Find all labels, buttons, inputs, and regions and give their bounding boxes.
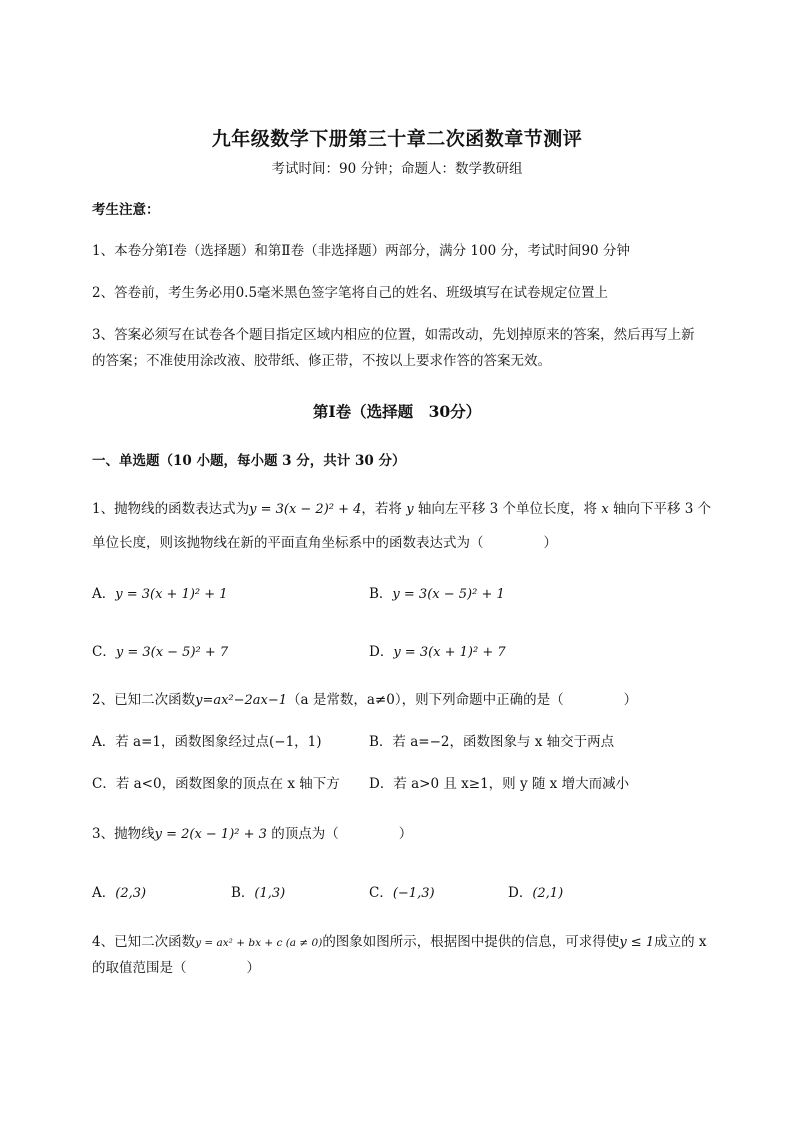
q2-option-c[interactable]: C．若 a<0，函数图象的顶点在 x 轴下方: [92, 776, 340, 792]
q1-text-3: 轴向下平移 3 个: [608, 501, 712, 517]
q2-prefix: 2、已知二次函数: [92, 692, 196, 708]
option-value: (2,3): [115, 886, 147, 901]
option-label: C．: [369, 885, 393, 901]
q1-var-x: x: [601, 502, 609, 517]
q2-condition: （a 是常数，a≠0），则下列命题中正确的是（: [287, 692, 564, 708]
q1-option-c[interactable]: [92, 642, 228, 663]
q3-prefix: 3、抛物线: [92, 826, 155, 842]
q4-prefix: 4、已知二次函数: [92, 934, 196, 950]
option-label: C．: [92, 644, 116, 660]
option-label: A．: [92, 885, 116, 901]
q3-expression: y = 2(x − 1)² + 3: [154, 827, 267, 842]
option-value: y = 3(x + 1)² + 1: [115, 587, 228, 602]
option-label: D．: [369, 644, 394, 660]
q1-option-b[interactable]: [369, 584, 505, 605]
q1-option-d[interactable]: [369, 642, 506, 663]
q3-close: ）: [398, 826, 413, 842]
q4-close: ）: [246, 960, 260, 976]
section-title: 第Ⅰ卷（选择题 30分）: [312, 402, 482, 421]
q1-text-2: 轴向左平移 3 个单位长度，将: [413, 501, 602, 517]
q1-close: ）: [543, 535, 557, 551]
q1-option-a[interactable]: [92, 584, 228, 605]
q3-option-d[interactable]: [508, 883, 563, 904]
option-label: A．: [92, 586, 116, 602]
q2-option-b[interactable]: B．若 a=−2，函数图象与 x 轴交于两点: [369, 734, 615, 750]
notice-heading: 考生注意：: [92, 202, 160, 218]
q4-line-2: 的取值范围是（: [92, 960, 187, 976]
option-value: (1,3): [254, 886, 286, 901]
option-label: B．: [231, 885, 255, 901]
q1-prefix: 1、抛物线的函数表达式为: [92, 501, 250, 517]
exam-info: 考试时间：90 分钟；命题人：数学教研组: [271, 161, 523, 177]
question-3: [92, 824, 412, 845]
page-title: 九年级数学下册第三十章二次函数章节测评: [211, 128, 583, 150]
notice-item-1: 1、本卷分第Ⅰ卷（选择题）和第Ⅱ卷（非选择题）两部分，满分 100 分，考试时间90 分钟: [92, 243, 630, 259]
part-title: 一、单选题（10 小题，每小题 3 分，共计 30 分）: [92, 453, 406, 469]
option-value: y = 3(x + 1)² + 7: [393, 645, 506, 660]
question-1-cont: [92, 533, 557, 553]
notice-item-3-cont: 的答案；不准使用涂改液、胶带纸、修正带，不按以上要求作答的答案无效。: [92, 353, 551, 369]
q2-option-d[interactable]: D．若 a>0 且 x≥1，则 y 随 x 增大而减小: [369, 776, 630, 792]
q4-expression: y = ax² + bx + c (a ≠ 0): [195, 937, 323, 949]
q2-option-a[interactable]: A．若 a=1，函数图象经过点(−1，1): [92, 734, 322, 750]
question-4-cont: [92, 958, 260, 978]
q1-text-1: ，若将: [361, 501, 407, 517]
q1-expression: y = 3(x − 2)² + 4: [249, 502, 362, 517]
q3-option-b[interactable]: [231, 883, 285, 904]
q4-text: 的图象如图所示，根据图中提供的信息，可求得使: [322, 934, 620, 950]
q2-expression: y=ax²−2ax−1: [195, 693, 288, 708]
option-value: (2,1): [532, 886, 564, 901]
option-label: D．: [508, 885, 533, 901]
q4-condition: y ≤ 1: [619, 935, 655, 950]
question-2: [92, 690, 637, 711]
q1-var-y: y: [406, 502, 414, 517]
q3-option-c[interactable]: [369, 883, 435, 904]
q2-close: ）: [623, 692, 638, 708]
option-label: B．: [369, 586, 393, 602]
q3-option-a[interactable]: [92, 883, 146, 904]
q1-line-2: 单位长度，则该抛物线在新的平面直角坐标系中的函数表达式为（: [92, 535, 484, 551]
q4-suffix: 成立的 x: [654, 934, 707, 950]
option-value: y = 3(x − 5)² + 7: [115, 645, 229, 660]
notice-item-2: 2、答卷前，考生务必用0.5毫米黑色签字笔将自己的姓名、班级填写在试卷规定位置上: [92, 285, 609, 301]
q3-suffix: 的顶点为（: [266, 826, 339, 842]
question-4: [92, 932, 707, 953]
question-1: [92, 499, 711, 520]
option-value: (−1,3): [392, 886, 435, 901]
option-value: y = 3(x − 5)² + 1: [392, 587, 505, 602]
notice-item-3: 3、答案必须写在试卷各个题目指定区域内相应的位置，如需改动，先划掉原来的答案，然后再写上新: [92, 327, 695, 343]
